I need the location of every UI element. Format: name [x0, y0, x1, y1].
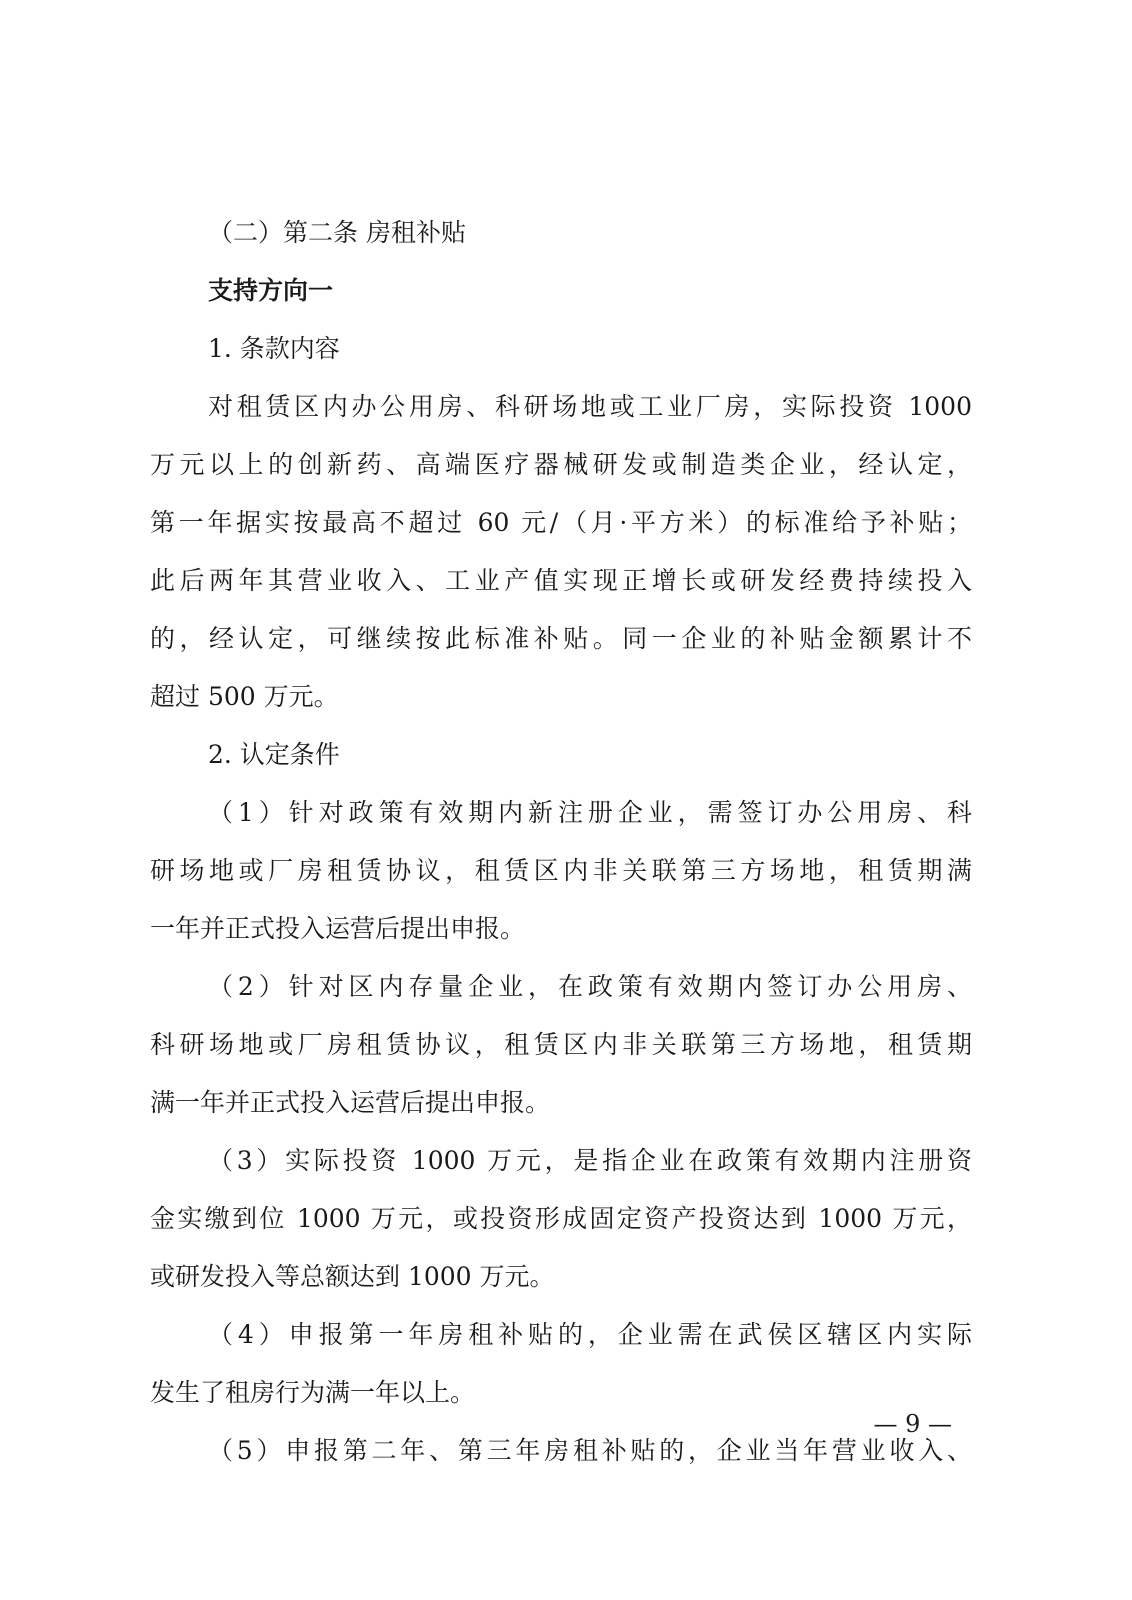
condition-3-paragraph: [150, 1132, 972, 1306]
section-title: （二）第二条 房租补贴: [208, 218, 466, 247]
paragraph-line: 研场地或厂房租赁协议，租赁区内非关联第三方场地，租赁期满: [150, 856, 972, 885]
paragraph-line: 超过 500 万元。: [150, 682, 339, 711]
clause-paragraph: [150, 378, 972, 726]
paragraph-line: 第一年据实按最高不超过 60 元/（月·平方米）的标准给予补贴；: [150, 508, 972, 537]
paragraph-line: （5）申报第二年、第三年房租补贴的，企业当年营业收入、: [208, 1436, 972, 1465]
direction-title: 支持方向一: [208, 276, 334, 305]
paragraph-line: 满一年并正式投入运营后提出申报。: [150, 1088, 551, 1117]
condition-4-paragraph: [150, 1306, 972, 1422]
paragraph-line: 此后两年其营业收入、工业产值实现正增长或研发经费持续投入: [150, 566, 972, 595]
paragraph-line: 对租赁区内办公用房、科研场地或工业厂房，实际投资 1000: [208, 392, 972, 421]
paragraph-line: 或研发投入等总额达到 1000 万元。: [150, 1262, 555, 1291]
paragraph-line: 发生了租房行为满一年以上。: [150, 1378, 476, 1407]
conditions-heading: 2. 认定条件: [208, 740, 340, 769]
condition-5-paragraph: [150, 1422, 972, 1480]
paragraph-line: （2）针对区内存量企业，在政策有效期内签订办公用房、: [208, 972, 972, 1001]
paragraph-line: 的，经认定，可继续按此标准补贴。同一企业的补贴金额累计不: [150, 624, 972, 653]
page-body: [150, 204, 972, 1480]
clause-heading: 1. 条款内容: [208, 334, 340, 363]
paragraph-line: （4）申报第一年房租补贴的，企业需在武侯区辖区内实际: [208, 1320, 972, 1349]
page-number: — 9 —: [873, 1410, 952, 1438]
condition-1-paragraph: [150, 784, 972, 958]
paragraph-line: 科研场地或厂房租赁协议，租赁区内非关联第三方场地，租赁期: [150, 1030, 972, 1059]
paragraph-line: 金实缴到位 1000 万元，或投资形成固定资产投资达到 1000 万元，: [150, 1204, 972, 1233]
condition-2-paragraph: [150, 958, 972, 1132]
paragraph-line: 万元以上的创新药、高端医疗器械研发或制造类企业，经认定，: [150, 450, 972, 479]
paragraph-line: （3）实际投资 1000 万元，是指企业在政策有效期内注册资: [208, 1146, 972, 1175]
paragraph-line: 一年并正式投入运营后提出申报。: [150, 914, 526, 943]
paragraph-line: （1）针对政策有效期内新注册企业，需签订办公用房、科: [208, 798, 972, 827]
